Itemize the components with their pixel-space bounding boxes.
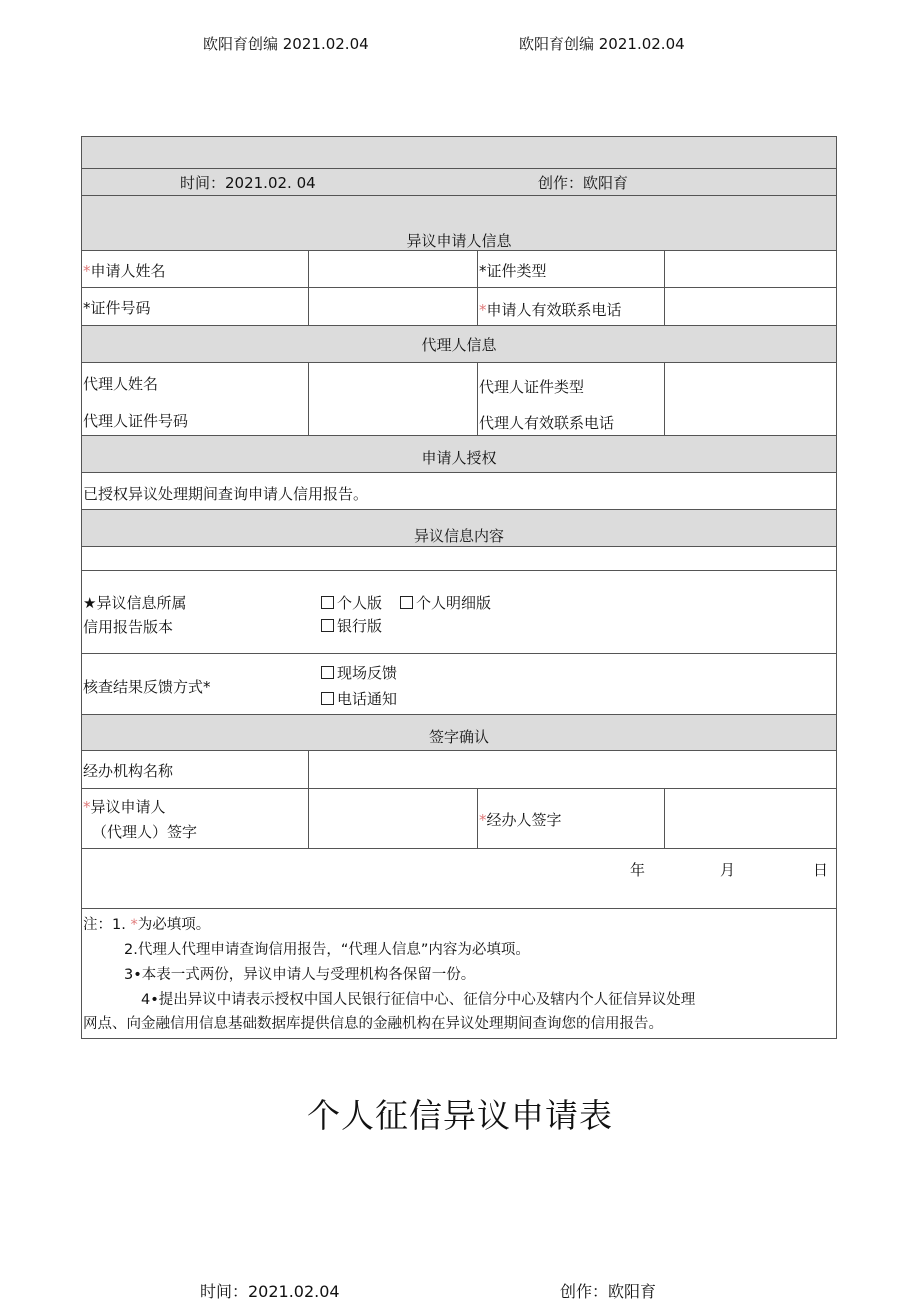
section-agent-info: 代理人信息 xyxy=(421,336,497,354)
section-objection-content: 异议信息内容 xyxy=(413,527,504,545)
footer-author: 创作：欧阳育 xyxy=(560,1282,657,1301)
note-4-line2: 网点、向金融信用信息基础数据库提供信息的金融机构在异议处理期间查询您的信用报告。 xyxy=(83,1016,663,1032)
feedback-method-label: 核查结果反馈方式* xyxy=(83,678,211,696)
header-right: 欧阳育创编 2021.02.04 xyxy=(519,35,685,53)
handling-org-label: 经办机构名称 xyxy=(83,762,174,780)
applicant-sign-label-line2: （代理人）签字 xyxy=(92,823,198,841)
checkbox-icon[interactable] xyxy=(321,666,334,679)
checkbox-icon[interactable] xyxy=(321,619,334,632)
meta-time: 时间：2021.02. 04 xyxy=(180,174,316,192)
option-personal-version[interactable]: 个人版 xyxy=(321,592,382,613)
footer-time: 时间：2021.02.04 xyxy=(200,1282,340,1301)
agent-id-type-label: 代理人证件类型 xyxy=(479,378,585,396)
option-onsite-feedback[interactable]: 现场反馈 xyxy=(321,662,397,683)
applicant-id-number-label: *证件号码 xyxy=(83,299,151,317)
date-month: 月 xyxy=(720,861,736,879)
note-2: 2.代理人代理申请查询信用报告，“代理人信息”内容为必填项。 xyxy=(124,942,530,958)
applicant-sign-label-line1: *异议申请人 xyxy=(83,798,166,816)
top-blank-band xyxy=(82,137,836,168)
option-bank-version[interactable]: 银行版 xyxy=(321,615,382,636)
checkbox-icon[interactable] xyxy=(321,596,334,609)
option-phone-notice[interactable]: 电话通知 xyxy=(321,688,397,709)
date-day: 日 xyxy=(813,861,829,879)
meta-author: 创作：欧阳育 xyxy=(538,174,629,192)
section-applicant-info: 异议申请人信息 xyxy=(406,232,512,250)
section-signature: 签字确认 xyxy=(428,728,489,746)
option-personal-detail-version[interactable]: 个人明细版 xyxy=(400,592,491,613)
section-authorization: 申请人授权 xyxy=(421,449,497,467)
applicant-name-label: *申请人姓名 xyxy=(83,262,166,280)
checkbox-icon[interactable] xyxy=(321,692,334,705)
agent-name-label: 代理人姓名 xyxy=(83,375,159,393)
applicant-id-type-label: *证件类型 xyxy=(479,262,547,280)
document-title: 个人征信异议申请表 xyxy=(307,1096,613,1135)
handler-sign-label: *经办人签字 xyxy=(479,811,562,829)
report-version-label-line1: ★异议信息所属 xyxy=(83,594,187,612)
report-version-label-line2: 信用报告版本 xyxy=(83,618,174,636)
note-4-line1: 4•提出异议中请表示授权中国人民银行征信中心、征信分中心及辖内个人征信异议处理 xyxy=(141,992,696,1008)
objection-form-table xyxy=(81,136,837,1039)
note-1: 注：1. *为必填项。 xyxy=(83,917,211,933)
header-left: 欧阳育创编 2021.02.04 xyxy=(203,35,369,53)
date-year: 年 xyxy=(630,861,646,879)
checkbox-icon[interactable] xyxy=(400,596,413,609)
note-3: 3•本表一式两份，异议申请人与受理机构各保留一份。 xyxy=(124,967,476,983)
agent-id-number-label: 代理人证件号码 xyxy=(83,412,189,430)
authorization-text: 已授权异议处理期间查询申请人信用报告。 xyxy=(83,485,369,503)
agent-phone-label: 代理人有效联系电话 xyxy=(479,414,615,432)
applicant-phone-label: *申请人有效联系电话 xyxy=(479,301,622,319)
